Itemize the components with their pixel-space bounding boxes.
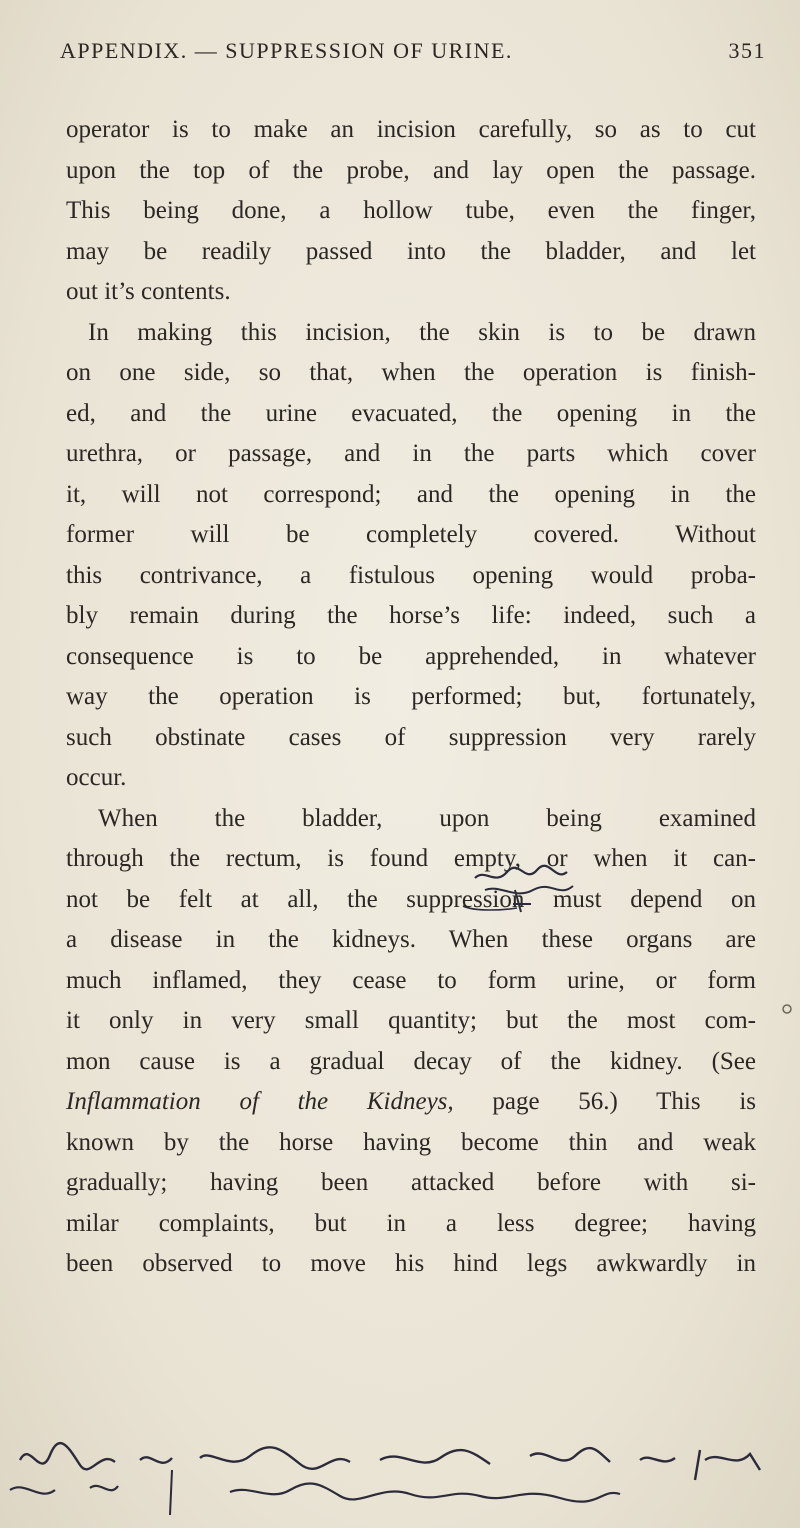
text-line: mon cause is a gradual decay of the kidney. (See [66, 1047, 756, 1075]
text-line: bly remain during the horse’s life: indeed, such a [66, 602, 756, 629]
text-line: ed, and the urine evacuated, the opening in the [66, 399, 756, 427]
running-head [60, 38, 766, 64]
text-line: much inflamed, they cease to form urine, or form [66, 966, 756, 994]
text-line: through the rectum, is found empty, or when it can- [66, 845, 756, 872]
text-line: it only in very small quantity; but the most com- [66, 1007, 756, 1034]
text-line: In making this incision, the skin is to be drawn [88, 318, 756, 346]
text-line: it, will not correspond; and the opening in the [66, 480, 756, 508]
text-line: such obstinate cases of suppression very rarely [66, 723, 756, 751]
text-line: consequence is to be apprehended, in whatever [66, 642, 756, 670]
text-line: been observed to move his hind legs awkwardly in [66, 1250, 756, 1277]
text-line: way the operation is performed; but, fortunately, [66, 683, 756, 710]
text-line [66, 1082, 756, 1123]
text-line: a disease in the kidneys. When these organs are [66, 926, 756, 953]
text-line: When the bladder, upon being examined [98, 804, 756, 832]
text-line: urethra, or passage, and in the parts which cover [66, 440, 756, 467]
text-line: former will be completely covered. Without [66, 521, 756, 548]
handwritten-correction-mark [455, 860, 625, 940]
text-fragment: page 56.) This is [453, 1088, 757, 1115]
text-line: on one side, so that, when the operation is finish- [66, 359, 756, 386]
text-line: out it’s contents. [66, 278, 231, 305]
text-line: this contrivance, a fistulous opening would proba- [66, 561, 756, 589]
text-line: gradually; having been attacked before with si- [66, 1169, 756, 1196]
text-line: upon the top of the probe, and lay open the passage. [66, 156, 756, 184]
handwritten-scrawl [0, 1410, 800, 1520]
italic-reference: Inflammation of the Kidneys, [66, 1088, 454, 1115]
text-line: may be readily passed into the bladder, and let [66, 237, 756, 265]
text-line: occur. [66, 764, 127, 791]
text-line: milar complaints, but in a less degree; having [66, 1209, 756, 1237]
text-line: This being done, a hollow tube, even the finger, [66, 197, 756, 224]
page-number: 351 [728, 38, 766, 63]
body-text [66, 110, 756, 1285]
text-line: not be felt at all, the suppression must depend on [66, 885, 756, 913]
margin-ink-mark [780, 1002, 794, 1016]
text-line: known by the horse having become thin and weak [66, 1128, 756, 1156]
running-head-title: APPENDIX. — SUPPRESSION OF URINE. [60, 38, 513, 63]
text-line: operator is to make an incision carefully, so as to cut [66, 116, 756, 143]
